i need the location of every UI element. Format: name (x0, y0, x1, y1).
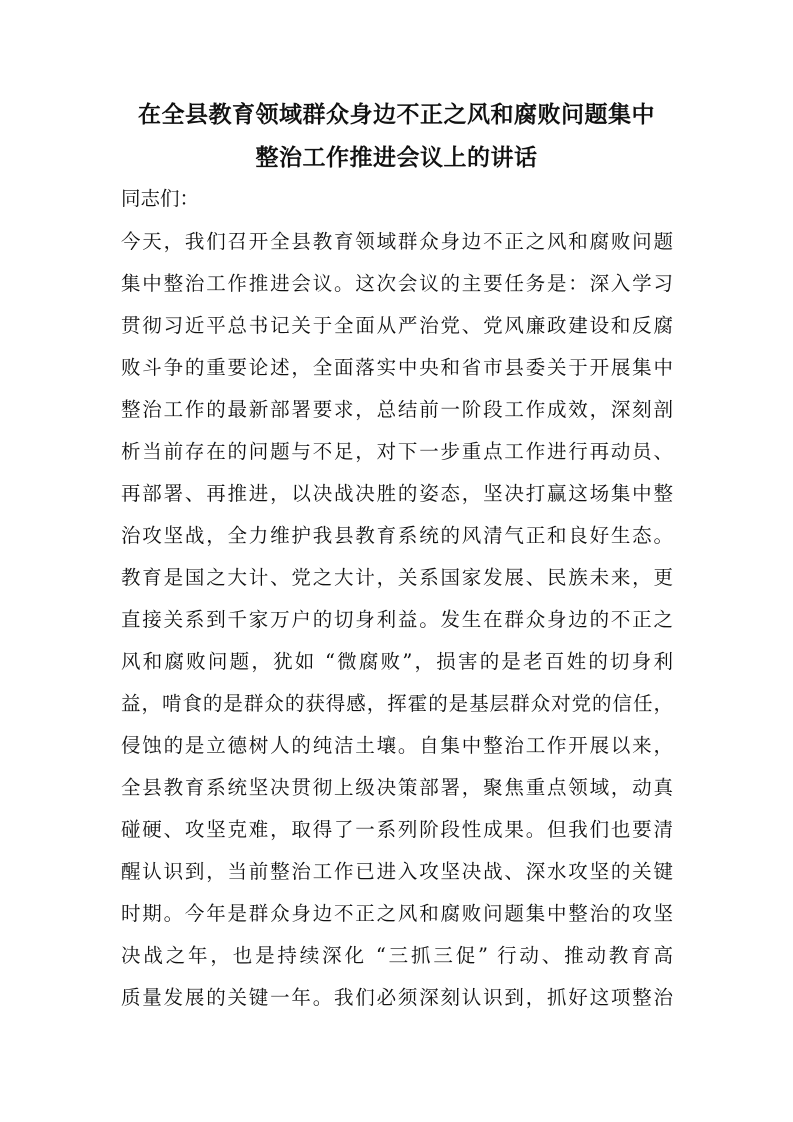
body-line: 整治工作的最新部署要求，总结前一阶段工作成效，深刻剖 (121, 398, 673, 421)
body-line: 质量发展的关键一年。我们必须深刻认识到，抓好这项整治 (121, 986, 673, 1009)
body-line: 风和腐败问题，犹如 “微腐败”，损害的是老百姓的切身利 (121, 650, 673, 673)
body-line: 侵蚀的是立德树人的纯洁土壤。自集中整治工作开展以来， (121, 734, 673, 757)
body-line: 直接关系到千家万户的切身利益。发生在群众身边的不正之 (121, 608, 673, 631)
document-title-line-2: 整治工作推进会议上的讲话 (255, 145, 538, 171)
body-line: 时期。今年是群众身边不正之风和腐败问题集中整治的攻坚 (121, 902, 673, 925)
body-line: 教育是国之大计、党之大计，关系国家发展、民族未来，更 (121, 566, 673, 589)
body-line: 治攻坚战，全力维护我县教育系统的风清气正和良好生态。 (121, 524, 673, 547)
body-line: 全县教育系统坚决贯彻上级决策部署，聚焦重点领域，动真 (121, 776, 673, 799)
salutation: 同志们： (121, 187, 200, 210)
body-line: 今天，我们召开全县教育领域群众身边不正之风和腐败问题 (121, 230, 673, 253)
body-line: 决战之年，也是持续深化 “三抓三促” 行动、推动教育高 (121, 944, 673, 967)
body-line: 析当前存在的问题与不足，对下一步重点工作进行再动员、 (121, 440, 673, 463)
document-title-line-1: 在全县教育领域群众身边不正之风和腐败问题集中 (138, 102, 655, 128)
body-line: 碰硬、攻坚克难，取得了一系列阶段性成果。但我们也要清 (121, 818, 673, 841)
body-line: 败斗争的重要论述，全面落实中央和省市县委关于开展集中 (121, 356, 673, 379)
body-line: 再部署、再推进，以决战决胜的姿态，坚决打赢这场集中整 (121, 482, 673, 505)
body-line: 集中整治工作推进会议。这次会议的主要任务是：深入学习 (121, 272, 673, 295)
body-line: 益，啃食的是群众的获得感，挥霍的是基层群众对党的信任， (121, 692, 673, 715)
body-line: 贯彻习近平总书记关于全面从严治党、党风廉政建设和反腐 (121, 314, 673, 337)
body-line: 醒认识到，当前整治工作已进入攻坚决战、深水攻坚的关键 (121, 860, 673, 883)
